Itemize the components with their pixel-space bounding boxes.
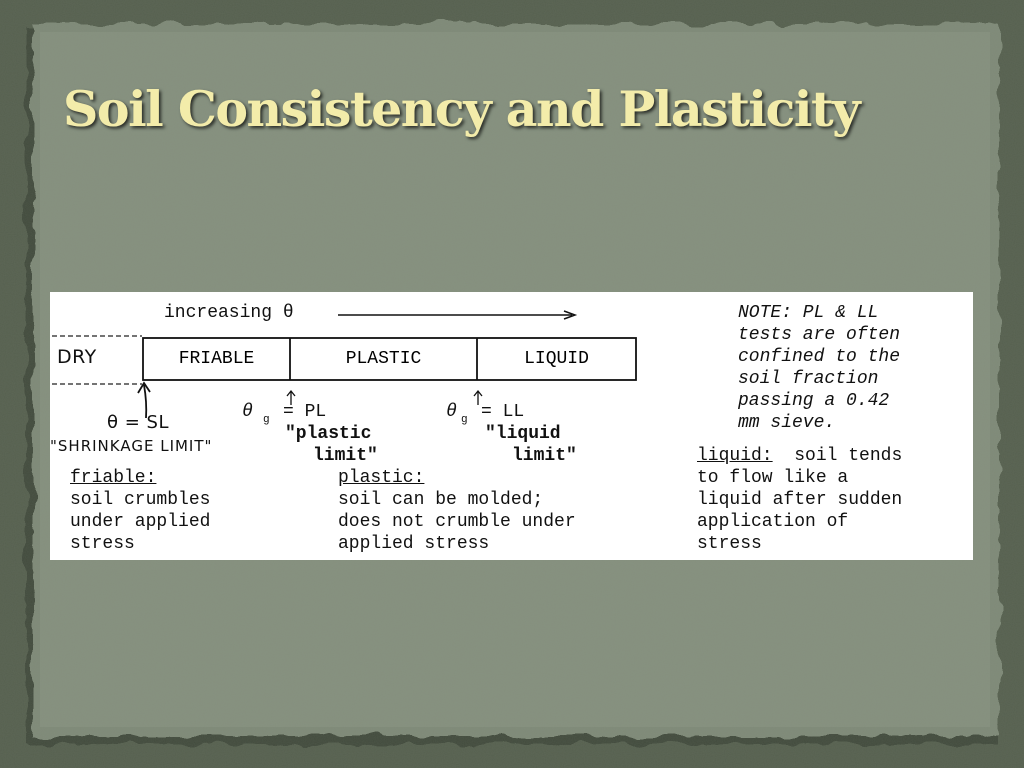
friable-desc-line: stress bbox=[70, 534, 135, 554]
state-plastic: PLASTIC bbox=[345, 349, 422, 369]
pl-subscript: g bbox=[263, 414, 270, 426]
friable-desc-line: soil crumbles bbox=[70, 490, 211, 510]
note-line: NOTE: PL & LL bbox=[738, 303, 879, 323]
plastic-limit-line2: limit" bbox=[313, 446, 378, 466]
liquid-heading: liquid: bbox=[697, 446, 773, 466]
plastic-limit-line1: "plastic bbox=[285, 424, 372, 444]
plastic-desc-line: does not crumble under bbox=[338, 512, 576, 532]
consistency-diagram bbox=[50, 292, 973, 560]
friable-desc-line: under applied bbox=[70, 512, 211, 532]
note-line: confined to the bbox=[738, 347, 901, 367]
sl-label: θ = SL bbox=[107, 412, 169, 433]
plastic-desc-line: soil can be molded; bbox=[338, 490, 544, 510]
state-liquid: LIQUID bbox=[524, 349, 589, 369]
plastic-heading: plastic: bbox=[338, 468, 425, 488]
ll-equation: = LL bbox=[481, 402, 525, 422]
note-line: tests are often bbox=[738, 325, 901, 345]
note-line: mm sieve. bbox=[738, 413, 836, 433]
increasing-theta-label: increasing θ bbox=[164, 303, 294, 323]
liquid-desc-first: soil tends bbox=[772, 446, 903, 466]
plastic-desc-line: applied stress bbox=[338, 534, 490, 554]
liquid-desc-line: stress bbox=[697, 534, 762, 554]
liquid-limit-line2: limit" bbox=[512, 446, 577, 466]
note-line: soil fraction bbox=[738, 369, 879, 389]
ll-subscript: g bbox=[461, 414, 468, 426]
state-friable: FRIABLE bbox=[178, 349, 255, 369]
ll-theta: θ bbox=[446, 402, 457, 422]
liquid-desc-line: liquid after sudden bbox=[697, 490, 903, 510]
dry-label: DRY bbox=[57, 346, 97, 368]
liquid-desc-line: to flow like a bbox=[697, 468, 849, 488]
note-line: passing a 0.42 bbox=[738, 391, 890, 411]
shrinkage-limit-label: "SHRINKAGE LIMIT" bbox=[50, 437, 213, 455]
pl-theta: θ bbox=[242, 402, 253, 422]
liquid-desc-line: application of bbox=[697, 512, 849, 532]
friable-heading: friable: bbox=[70, 468, 157, 488]
liquid-limit-line1: "liquid bbox=[485, 424, 561, 444]
pl-equation: = PL bbox=[283, 402, 327, 422]
liquid-heading-line bbox=[697, 445, 902, 467]
slide-title: Soil Consistency and Plasticity bbox=[63, 80, 860, 138]
